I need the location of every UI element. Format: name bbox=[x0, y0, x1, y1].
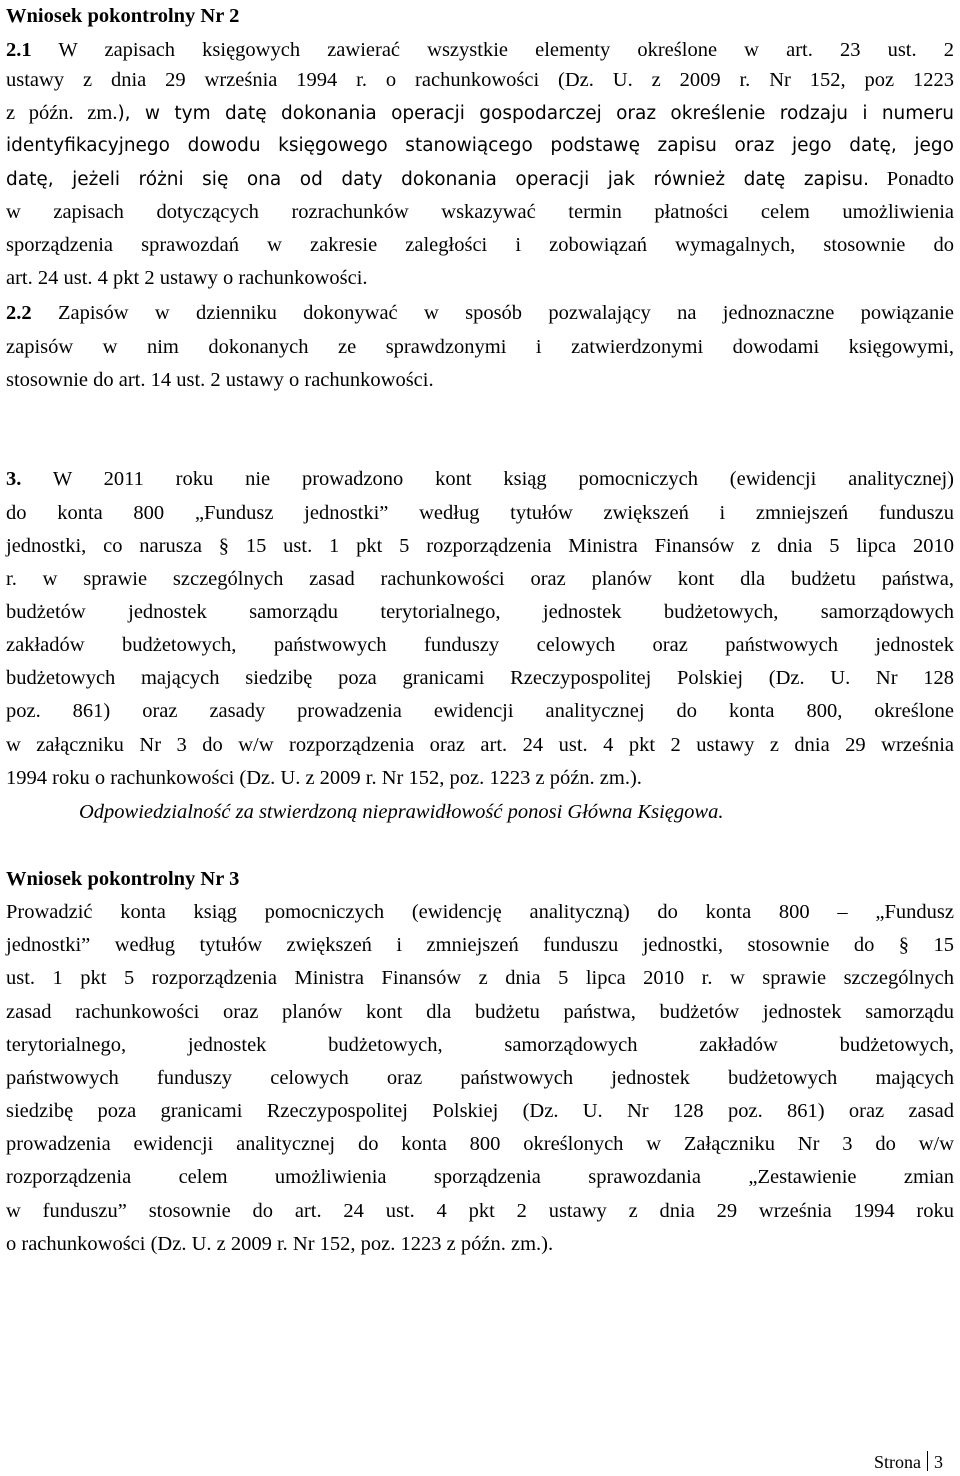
paragraph-line: zapisów w nim dokonanych ze sprawdzonymi i zatwierdzonymi dowodami księgowymi, bbox=[6, 336, 954, 358]
paragraph-line bbox=[6, 299, 954, 327]
paragraph-line: art. 24 ust. 4 pkt 2 ustawy o rachunkowości. bbox=[6, 267, 368, 289]
point-number: 3. bbox=[6, 468, 22, 490]
line-text: ), w tym datę dokonania operacji gospodarczej oraz określenie rodzaju i numeru bbox=[117, 103, 954, 124]
line-text: W zapisach księgowych zawierać wszystkie elementy określone w art. 23 ust. 2 bbox=[31, 39, 954, 61]
paragraph-line: w zapisach dotyczących rozrachunków wskazywać termin płatności celem umożliwienia bbox=[6, 201, 954, 223]
paragraph-line: 1994 roku o rachunkowości (Dz. U. z 2009 r. Nr 152, poz. 1223 z późn. zm.). bbox=[6, 767, 642, 789]
paragraph-line: budżetowych mających siedzibę poza granicami Rzeczypospolitej Polskiej (Dz. U. Nr 128 bbox=[6, 667, 954, 689]
line-text: W 2011 roku nie prowadzono kont ksiąg pomocniczych (ewidencji analitycznej) bbox=[21, 468, 954, 490]
paragraph-line: terytorialnego, jednostek budżetowych, samorządowych zakładów budżetowych, bbox=[6, 1034, 954, 1056]
paragraph-line: do konta 800 „Fundusz jednostki” według tytułów zwiększeń i zmniejszeń funduszu bbox=[6, 502, 954, 524]
paragraph-line: ustawy z dnia 29 września 1994 r. o rachunkowości (Dz. U. z 2009 r. Nr 152, poz 1223 bbox=[6, 69, 954, 91]
paragraph-line: r. w sprawie szczególnych zasad rachunkowości oraz planów kont dla budżetu państwa, bbox=[6, 568, 954, 590]
page-footer bbox=[874, 1450, 943, 1474]
paragraph-line: państwowych funduszy celowych oraz państwowych jednostek budżetowych mających bbox=[6, 1067, 954, 1089]
footer-divider bbox=[927, 1451, 928, 1471]
line-text: datę, jeżeli różni się ona od daty dokonania operacji jak również datę zapisu. bbox=[6, 169, 870, 190]
paragraph-line bbox=[6, 99, 954, 127]
paragraph-line: ust. 1 pkt 5 rozporządzenia Ministra Finansów z dnia 5 lipca 2010 r. w sprawie szczególnych bbox=[6, 967, 954, 989]
line-text: Zapisów w dzienniku dokonywać w sposób pozwalający na jednoznaczne powiązanie bbox=[31, 302, 954, 324]
paragraph-line: rozporządzenia celem umożliwienia sporządzenia sprawozdania „Zestawienie zmian bbox=[6, 1166, 954, 1188]
paragraph-line: jednostki” według tytułów zwiększeń i zmniejszeń funduszu jednostki, stosownie do § 15 bbox=[6, 934, 954, 956]
paragraph-line bbox=[6, 465, 954, 493]
paragraph-line: budżetów jednostek samorządu terytorialnego, jednostek budżetowych, samorządowych bbox=[6, 601, 954, 623]
line-text: Ponadto bbox=[869, 168, 954, 190]
paragraph-line: o rachunkowości (Dz. U. z 2009 r. Nr 152, poz. 1223 z późn. zm.). bbox=[6, 1233, 554, 1255]
section-heading-nr3: Wniosek pokontrolny Nr 3 bbox=[6, 868, 240, 890]
paragraph-line: zasad rachunkowości oraz planów kont dla budżetu państwa, budżetów jednostek samorządu bbox=[6, 1001, 954, 1023]
page-number: 3 bbox=[934, 1452, 943, 1472]
paragraph-line: poz. 861) oraz zasady prowadzenia ewidencji analitycznej do konta 800, określone bbox=[6, 700, 954, 722]
paragraph-line: jednostki, co narusza § 15 ust. 1 pkt 5 rozporządzenia Ministra Finansów z dnia 5 lipca 2010 bbox=[6, 535, 954, 557]
point-number: 2.2 bbox=[6, 302, 32, 324]
section-heading-nr2: Wniosek pokontrolny Nr 2 bbox=[6, 5, 240, 27]
paragraph-line bbox=[6, 165, 954, 193]
paragraph-line: sporządzenia sprawozdań w zakresie zaległości i zobowiązań wymagalnych, stosownie do bbox=[6, 234, 954, 256]
line-text: z późn. zm. bbox=[6, 102, 118, 124]
paragraph-line: zakładów budżetowych, państwowych funduszy celowych oraz państwowych jednostek bbox=[6, 634, 954, 656]
responsibility-note: Odpowiedzialność za stwierdzoną nieprawidłowość ponosi Główna Księgowa. bbox=[79, 801, 724, 823]
paragraph-line: siedzibę poza granicami Rzeczypospolitej Polskiej (Dz. U. Nr 128 poz. 861) oraz zasad bbox=[6, 1100, 954, 1122]
footer-label: Strona bbox=[874, 1452, 921, 1472]
paragraph-line: w funduszu” stosownie do art. 24 ust. 4 pkt 2 ustawy z dnia 29 września 1994 roku bbox=[6, 1200, 954, 1222]
paragraph-line: prowadzenia ewidencji analitycznej do konta 800 określonych w Załączniku Nr 3 do w/w bbox=[6, 1133, 954, 1155]
paragraph-line: identyfikacyjnego dowodu księgowego stanowiącego podstawę zapisu oraz jego datę, jego bbox=[6, 135, 954, 156]
paragraph-line bbox=[6, 36, 954, 64]
paragraph-line: w załączniku Nr 3 do w/w rozporządzenia oraz art. 24 ust. 4 pkt 2 ustawy z dnia 29 września bbox=[6, 734, 954, 756]
point-number: 2.1 bbox=[6, 39, 32, 61]
paragraph-line: stosownie do art. 14 ust. 2 ustawy o rachunkowości. bbox=[6, 369, 434, 391]
paragraph-line: Prowadzić konta ksiąg pomocniczych (ewidencję analityczną) do konta 800 – „Fundusz bbox=[6, 901, 954, 923]
